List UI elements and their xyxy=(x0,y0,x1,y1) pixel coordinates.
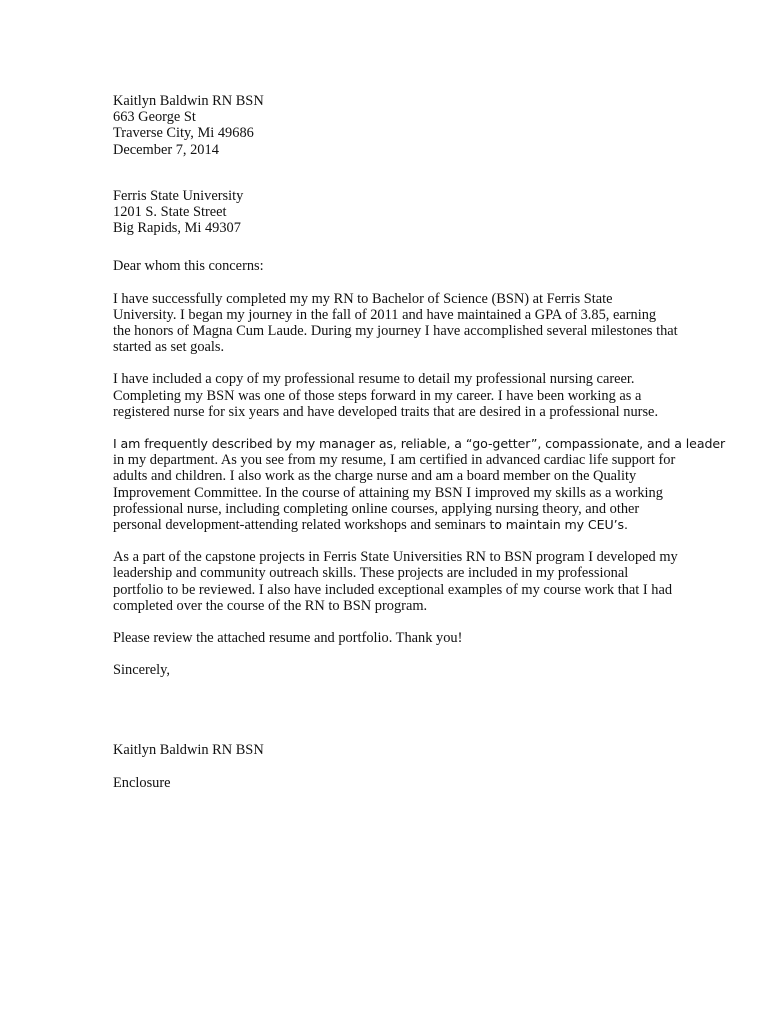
signature-name: Kaitlyn Baldwin RN BSN xyxy=(113,742,264,759)
letter-date: December 7, 2014 xyxy=(113,141,219,158)
paragraph-line xyxy=(113,517,658,533)
paragraph-line: I have successfully completed my my RN to Bachelor of Science (BSN) at Ferris State xyxy=(113,290,613,307)
paragraph-line: I am frequently described by my manager as, reliable, a “go-getter”, compassionate, and a leader xyxy=(113,436,726,452)
paragraph-line-part: personal development-attending related workshops and seminars xyxy=(113,517,490,534)
paragraph-1 xyxy=(113,290,678,356)
paragraph-line: registered nurse for six years and have developed traits that are desired in a professional nurse. xyxy=(113,403,659,420)
paragraph-3 xyxy=(113,436,726,534)
paragraph-line: started as set goals. xyxy=(113,339,225,356)
paragraph-4 xyxy=(113,549,678,614)
salutation xyxy=(113,258,658,274)
recipient-street: 1201 S. State Street xyxy=(113,204,227,221)
sender-city: Traverse City, Mi 49686 xyxy=(113,125,254,142)
paragraph-line: portfolio to be reviewed. I also have included exceptional examples of my course work that I had xyxy=(113,581,673,598)
enclosure-text: Enclosure xyxy=(113,774,171,791)
paragraph-line: Please review the attached resume and portfolio. Thank you! xyxy=(113,630,463,647)
paragraph-line: As a part of the capstone projects in Ferris State Universities RN to BSN program I developed my xyxy=(113,549,678,566)
sender-address-block xyxy=(113,93,658,158)
paragraph-line-part-alt-font: to maintain my CEU’s. xyxy=(489,517,628,533)
paragraph-line: Improvement Committee. In the course of attaining my BSN I improved my skills as a working xyxy=(113,484,663,501)
sender-name: Kaitlyn Baldwin RN BSN xyxy=(113,93,264,109)
salutation-text: Dear whom this concerns: xyxy=(113,258,264,275)
recipient-address-block xyxy=(113,188,658,237)
closing-text: Sincerely, xyxy=(113,662,171,679)
paragraph-line: Completing my BSN was one of those steps forward in my career. I have been working as a xyxy=(113,387,642,404)
paragraph-line: adults and children. I also work as the charge nurse and am a board member on the Quality xyxy=(113,468,637,485)
paragraph-line: I have included a copy of my professional resume to detail my professional nursing career. xyxy=(113,371,635,388)
closing xyxy=(113,662,658,678)
letter-page xyxy=(113,93,726,791)
paragraph-line: in my department. As you see from my resume, I am certified in advanced cardiac life support for xyxy=(113,452,676,469)
paragraph-line: leadership and community outreach skills. These projects are included in my professional xyxy=(113,565,629,582)
signature-block xyxy=(113,742,658,758)
recipient-org: Ferris State University xyxy=(113,187,244,204)
enclosure-note xyxy=(113,775,658,791)
paragraph-line: professional nurse, including completing online courses, applying nursing theory, and other xyxy=(113,500,640,517)
paragraph-line: University. I began my journey in the fall of 2011 and have maintained a GPA of 3.85, earning xyxy=(113,306,657,323)
recipient-city: Big Rapids, Mi 49307 xyxy=(113,220,241,237)
sender-street: 663 George St xyxy=(113,109,196,126)
paragraph-line: completed over the course of the RN to BSN program. xyxy=(113,597,428,614)
paragraph-2 xyxy=(113,371,658,420)
paragraph-5 xyxy=(113,630,658,646)
paragraph-line: the honors of Magna Cum Laude. During my journey I have accomplished several milestones that xyxy=(113,323,678,340)
